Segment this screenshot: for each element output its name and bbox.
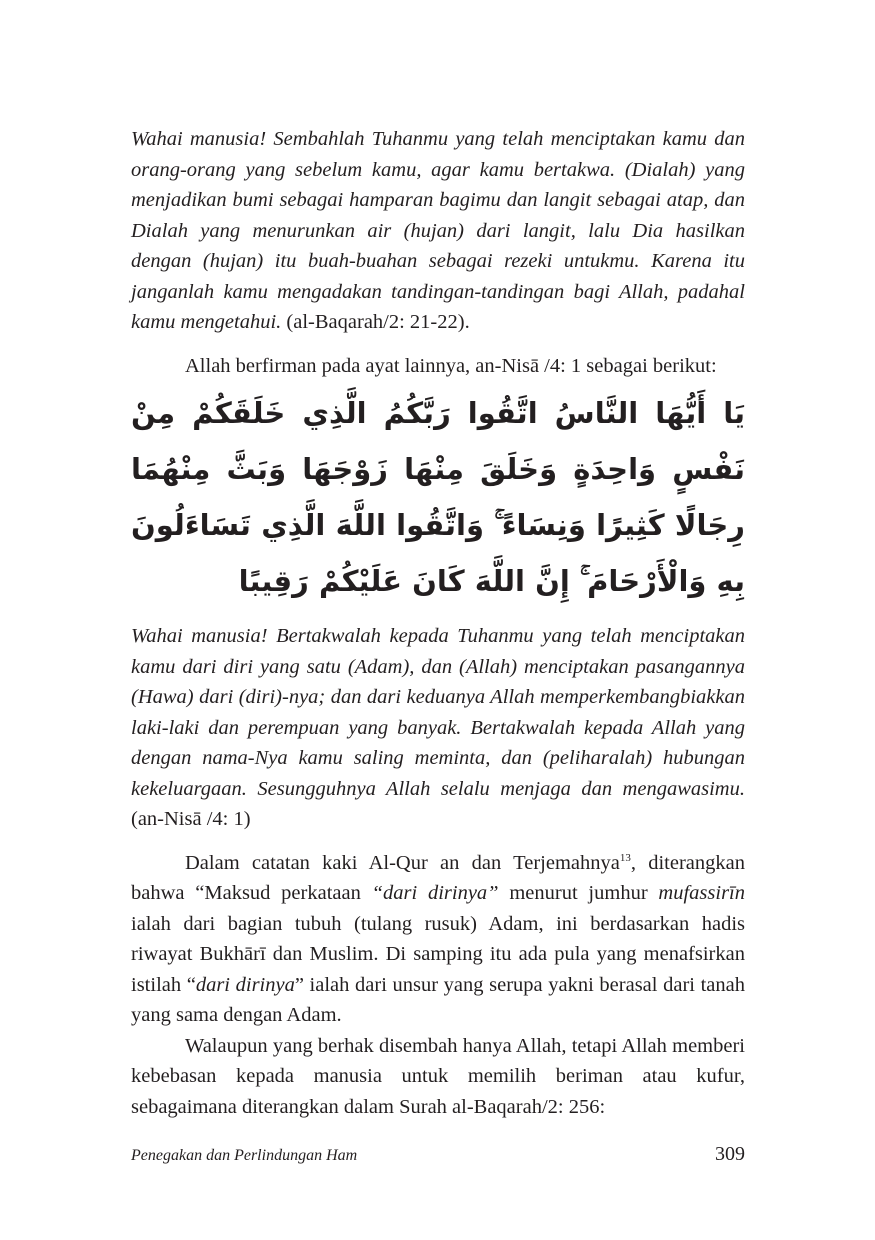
arabic-verse: يَا أَيُّهَا النَّاسُ اتَّقُوا رَبَّكُمُ الَّذِي خَلَقَكُمْ مِنْ نَفْسٍ وَاحِدَةٍ وَخَلَقَ مِنْهَا زَوْجَهَا وَبَثَّ مِنْهُمَا رِجَالًا كَثِيرًا وَنِسَاءً ۚ وَاتَّقُوا اللَّهَ الَّذِي تَسَاءَلُونَ بِهِ وَالْأَرْحَامَ ۚ إِنَّ اللَّهَ كَانَ عَلَيْكُمْ رَقِيبًا <box>131 396 745 598</box>
text-run: ” ialah dari unsur yang serupa yakni berasal dari tanah yang sama dengan Adam. <box>131 973 745 1026</box>
verse-citation: (an-Nisā /4: 1) <box>131 808 251 830</box>
italic-term: mufassirīn <box>658 882 745 904</box>
text-run: , diterangkan bahwa “Maksud perkataan <box>131 851 746 904</box>
page-footer <box>131 1143 745 1173</box>
translation-paragraph-1 <box>131 124 745 338</box>
text-run: Dalam catatan kaki Al-Qur an dan Terjemahnya <box>185 851 620 874</box>
closing-paragraph: Walaupun yang berhak disembah hanya Allah, tetapi Allah memberi kebebasan kepada manusia untuk memilih beriman atau kufur, sebagaimana diterangkan dalam Surah al-Baqarah/2: 256: <box>131 1034 745 1118</box>
translation-paragraph-2 <box>131 621 745 835</box>
text-run: menurut jumhur <box>498 882 659 904</box>
translation-text: Wahai manusia! Sembahlah Tuhanmu yang telah menciptakan kamu dan orang-orang yang sebelum kamu, agar kamu bertakwa. (Dialah) yang menjadikan bumi sebagai hamparan bagimu dan langit sebagai atap, dan Dialah yang menurunkan air (hujan) dari langit, lalu Dia hasilkan dengan (hujan) itu buah-buahan sebagai rezeki untukmu. Karena itu janganlah kamu mengadakan tandingan-tandingan bagi Allah, padahal kamu mengetahui. <box>131 128 745 333</box>
verse-citation: (al-Baqarah/2: 21-22). <box>281 311 470 333</box>
footnote-paragraph <box>131 848 745 1031</box>
page-number: 309 <box>715 1143 745 1165</box>
running-title: Penegakan dan Perlindungan Ham <box>131 1147 358 1164</box>
footnote-reference: 13 <box>619 851 631 864</box>
intro-paragraph: Allah berfirman pada ayat lainnya, an-Nisā /4: 1 sebagai berikut: <box>185 354 717 377</box>
italic-term: dari dirinya <box>195 973 295 996</box>
italic-term: “dari dirinya” <box>371 882 499 904</box>
text-run: ialah dari bagian tubuh (tulang rusuk) Adam, ini berdasarkan hadis riwayat Bukhārī dan Muslim. Di samping itu ada pula yang menafsirkan istilah “ <box>131 912 745 996</box>
translation-text: Wahai manusia! Bertakwalah kepada Tuhanmu yang telah menciptakan kamu dari diri yang satu (Adam), dan (Allah) menciptakan pasangannya (Hawa) dari (diri)-nya; dan dari keduanya Allah memperkembangbiakkan laki-laki dan perempuan yang banyak. Bertakwalah kepada Allah yang dengan nama-Nya kamu saling meminta, dan (peliharalah) hubungan kekeluargaan. Sesungguhnya Allah selalu menjaga dan mengawasimu. <box>131 625 745 800</box>
page-body <box>131 124 745 1122</box>
